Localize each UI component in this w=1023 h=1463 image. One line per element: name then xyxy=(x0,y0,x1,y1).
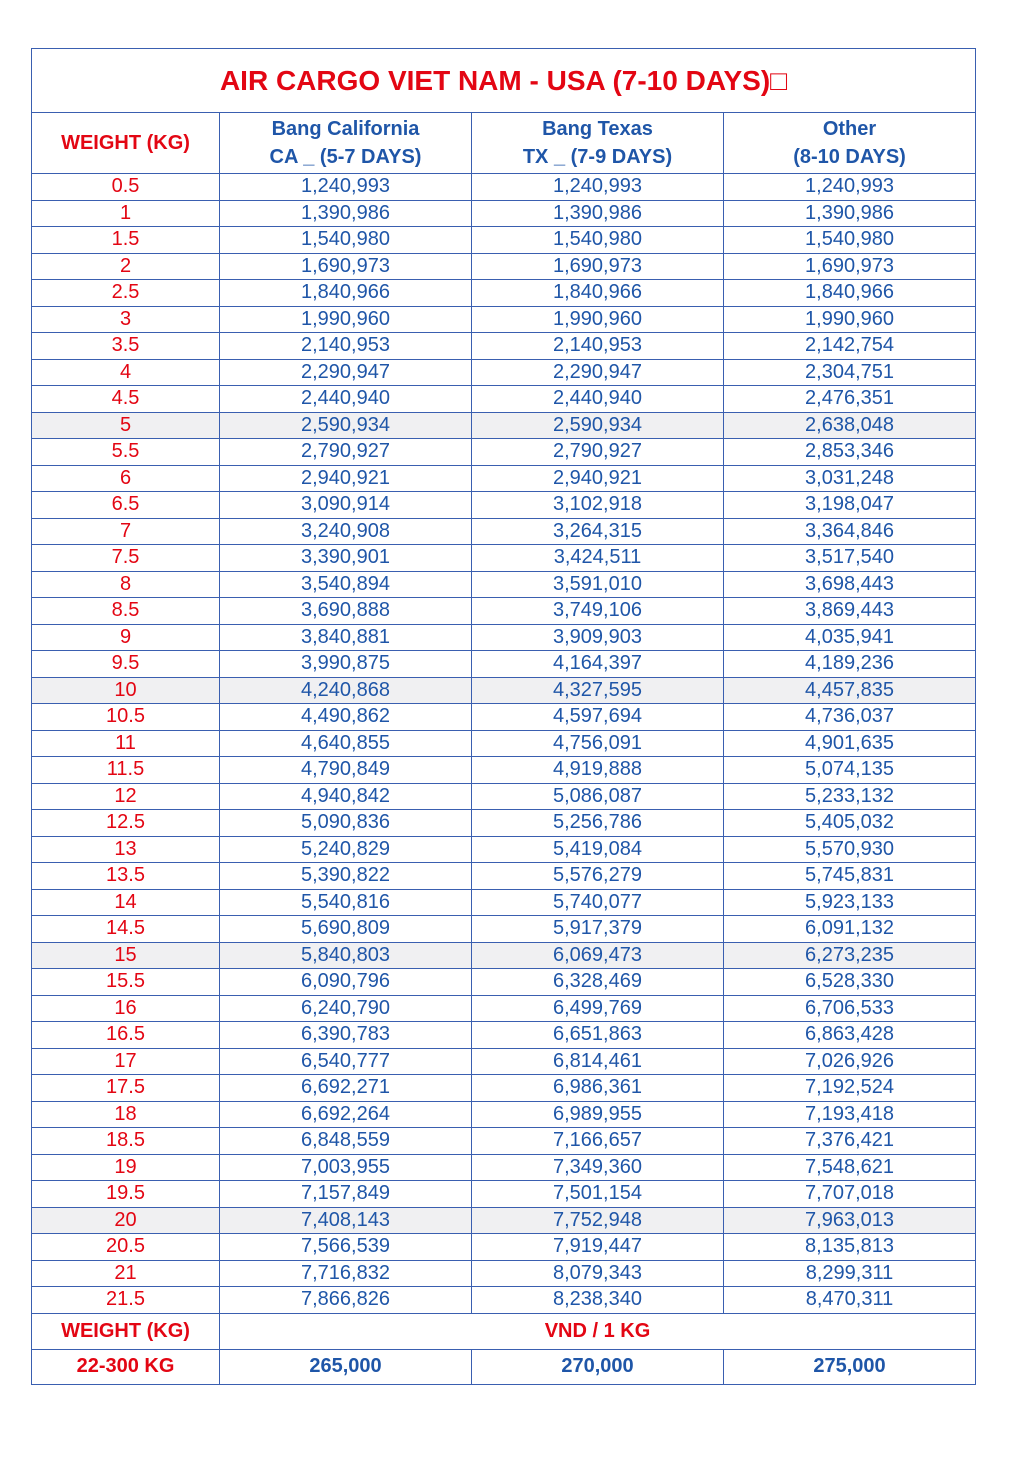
weight-cell: 10 xyxy=(32,677,220,704)
footer-rate-row xyxy=(32,1349,976,1384)
other-price-cell: 3,869,443 xyxy=(724,598,976,625)
table-row xyxy=(32,942,976,969)
texas-price-cell: 6,499,769 xyxy=(472,995,724,1022)
header-california xyxy=(220,113,472,174)
california-price-cell: 5,240,829 xyxy=(220,836,472,863)
other-price-cell: 2,304,751 xyxy=(724,359,976,386)
other-price-cell: 6,273,235 xyxy=(724,942,976,969)
texas-price-cell: 5,740,077 xyxy=(472,889,724,916)
table-row xyxy=(32,412,976,439)
other-price-cell: 1,690,973 xyxy=(724,253,976,280)
other-price-cell: 4,035,941 xyxy=(724,624,976,651)
other-price-cell: 2,853,346 xyxy=(724,439,976,466)
other-price-cell: 7,192,524 xyxy=(724,1075,976,1102)
table-row xyxy=(32,174,976,201)
california-price-cell: 2,440,940 xyxy=(220,386,472,413)
rate-sheet xyxy=(31,48,975,1385)
other-price-cell: 8,470,311 xyxy=(724,1287,976,1314)
weight-cell: 11.5 xyxy=(32,757,220,784)
weight-cell: 16 xyxy=(32,995,220,1022)
title-glyph: □ xyxy=(770,64,788,96)
title-row xyxy=(32,49,976,113)
weight-cell: 14.5 xyxy=(32,916,220,943)
footer-label-row xyxy=(32,1313,976,1349)
texas-price-cell: 8,238,340 xyxy=(472,1287,724,1314)
california-price-cell: 6,540,777 xyxy=(220,1048,472,1075)
california-price-cell: 3,240,908 xyxy=(220,518,472,545)
header-texas-name: Bang Texas xyxy=(542,118,653,140)
texas-price-cell: 1,690,973 xyxy=(472,253,724,280)
texas-price-cell: 4,164,397 xyxy=(472,651,724,678)
weight-cell: 9.5 xyxy=(32,651,220,678)
weight-cell: 7.5 xyxy=(32,545,220,572)
header-other xyxy=(724,113,976,174)
weight-cell: 1.5 xyxy=(32,227,220,254)
california-price-cell: 3,390,901 xyxy=(220,545,472,572)
other-price-cell: 5,570,930 xyxy=(724,836,976,863)
california-price-cell: 6,090,796 xyxy=(220,969,472,996)
other-price-cell: 6,863,428 xyxy=(724,1022,976,1049)
other-price-cell: 1,240,993 xyxy=(724,174,976,201)
california-price-cell: 1,240,993 xyxy=(220,174,472,201)
weight-cell: 15.5 xyxy=(32,969,220,996)
weight-cell: 20.5 xyxy=(32,1234,220,1261)
california-price-cell: 4,240,868 xyxy=(220,677,472,704)
texas-price-cell: 1,840,966 xyxy=(472,280,724,307)
table-row xyxy=(32,439,976,466)
table-row xyxy=(32,518,976,545)
weight-cell: 21.5 xyxy=(32,1287,220,1314)
weight-cell: 12 xyxy=(32,783,220,810)
other-price-cell: 1,390,986 xyxy=(724,200,976,227)
table-row xyxy=(32,783,976,810)
table-row xyxy=(32,836,976,863)
california-price-cell: 4,490,862 xyxy=(220,704,472,731)
california-price-cell: 7,408,143 xyxy=(220,1207,472,1234)
california-price-cell: 4,940,842 xyxy=(220,783,472,810)
texas-price-cell: 5,256,786 xyxy=(472,810,724,837)
weight-cell: 10.5 xyxy=(32,704,220,731)
texas-price-cell: 2,440,940 xyxy=(472,386,724,413)
rate-table xyxy=(31,48,976,1385)
other-price-cell: 4,189,236 xyxy=(724,651,976,678)
texas-price-cell: 4,597,694 xyxy=(472,704,724,731)
texas-price-cell: 7,752,948 xyxy=(472,1207,724,1234)
weight-cell: 19.5 xyxy=(32,1181,220,1208)
other-price-cell: 6,528,330 xyxy=(724,969,976,996)
texas-price-cell: 3,591,010 xyxy=(472,571,724,598)
other-price-cell: 3,698,443 xyxy=(724,571,976,598)
texas-price-cell: 2,790,927 xyxy=(472,439,724,466)
table-row xyxy=(32,545,976,572)
table-row xyxy=(32,1022,976,1049)
header-other-days: (8-10 DAYS) xyxy=(793,146,906,168)
other-price-cell: 2,142,754 xyxy=(724,333,976,360)
texas-price-cell: 5,086,087 xyxy=(472,783,724,810)
texas-price-cell: 1,540,980 xyxy=(472,227,724,254)
texas-price-cell: 7,501,154 xyxy=(472,1181,724,1208)
table-row xyxy=(32,280,976,307)
title-text: AIR CARGO VIET NAM - USA (7-10 DAYS) xyxy=(219,64,771,96)
footer-unit-label: VND / 1 KG xyxy=(220,1313,976,1349)
table-row xyxy=(32,889,976,916)
california-price-cell: 5,090,836 xyxy=(220,810,472,837)
other-price-cell: 7,376,421 xyxy=(724,1128,976,1155)
california-price-cell: 2,590,934 xyxy=(220,412,472,439)
weight-cell: 4.5 xyxy=(32,386,220,413)
other-price-cell: 7,707,018 xyxy=(724,1181,976,1208)
table-row xyxy=(32,1234,976,1261)
california-price-cell: 7,716,832 xyxy=(220,1260,472,1287)
california-price-cell: 1,690,973 xyxy=(220,253,472,280)
weight-cell: 17.5 xyxy=(32,1075,220,1102)
other-price-cell: 5,745,831 xyxy=(724,863,976,890)
weight-cell: 21 xyxy=(32,1260,220,1287)
weight-cell: 1 xyxy=(32,200,220,227)
other-price-cell: 5,233,132 xyxy=(724,783,976,810)
california-price-cell: 6,848,559 xyxy=(220,1128,472,1155)
header-row xyxy=(32,113,976,174)
table-row xyxy=(32,571,976,598)
header-california-days: CA _ (5-7 DAYS) xyxy=(269,146,422,168)
weight-cell: 2.5 xyxy=(32,280,220,307)
table-row xyxy=(32,704,976,731)
weight-cell: 16.5 xyxy=(32,1022,220,1049)
california-price-cell: 4,790,849 xyxy=(220,757,472,784)
california-price-cell: 1,990,960 xyxy=(220,306,472,333)
table-row xyxy=(32,386,976,413)
weight-cell: 19 xyxy=(32,1154,220,1181)
california-price-cell: 6,692,271 xyxy=(220,1075,472,1102)
weight-cell: 7 xyxy=(32,518,220,545)
table-row xyxy=(32,730,976,757)
footer-weight-label: WEIGHT (KG) xyxy=(32,1313,220,1349)
california-price-cell: 3,990,875 xyxy=(220,651,472,678)
texas-price-cell: 1,240,993 xyxy=(472,174,724,201)
table-row xyxy=(32,253,976,280)
weight-cell: 15 xyxy=(32,942,220,969)
table-row xyxy=(32,995,976,1022)
texas-price-cell: 4,327,595 xyxy=(472,677,724,704)
california-price-cell: 5,390,822 xyxy=(220,863,472,890)
california-price-cell: 1,840,966 xyxy=(220,280,472,307)
weight-cell: 2 xyxy=(32,253,220,280)
california-price-cell: 7,866,826 xyxy=(220,1287,472,1314)
table-row xyxy=(32,465,976,492)
table-row xyxy=(32,1075,976,1102)
table-row xyxy=(32,1260,976,1287)
table-row xyxy=(32,810,976,837)
other-price-cell: 3,031,248 xyxy=(724,465,976,492)
other-price-cell: 7,548,621 xyxy=(724,1154,976,1181)
weight-cell: 18 xyxy=(32,1101,220,1128)
table-row xyxy=(32,624,976,651)
texas-price-cell: 6,328,469 xyxy=(472,969,724,996)
california-price-cell: 4,640,855 xyxy=(220,730,472,757)
weight-cell: 4 xyxy=(32,359,220,386)
weight-cell: 8 xyxy=(32,571,220,598)
texas-price-cell: 5,576,279 xyxy=(472,863,724,890)
table-row xyxy=(32,200,976,227)
texas-price-cell: 7,349,360 xyxy=(472,1154,724,1181)
footer-ca-rate: 265,000 xyxy=(220,1349,472,1384)
table-row xyxy=(32,306,976,333)
weight-cell: 11 xyxy=(32,730,220,757)
other-price-cell: 2,476,351 xyxy=(724,386,976,413)
texas-price-cell: 3,424,511 xyxy=(472,545,724,572)
other-price-cell: 3,364,846 xyxy=(724,518,976,545)
footer-tx-rate: 270,000 xyxy=(472,1349,724,1384)
california-price-cell: 7,566,539 xyxy=(220,1234,472,1261)
texas-price-cell: 4,919,888 xyxy=(472,757,724,784)
texas-price-cell: 6,986,361 xyxy=(472,1075,724,1102)
texas-price-cell: 5,419,084 xyxy=(472,836,724,863)
texas-price-cell: 1,390,986 xyxy=(472,200,724,227)
header-california-name: Bang California xyxy=(271,118,420,140)
texas-price-cell: 1,990,960 xyxy=(472,306,724,333)
california-price-cell: 1,540,980 xyxy=(220,227,472,254)
other-price-cell: 3,198,047 xyxy=(724,492,976,519)
california-price-cell: 6,390,783 xyxy=(220,1022,472,1049)
table-row xyxy=(32,1101,976,1128)
weight-cell: 13.5 xyxy=(32,863,220,890)
texas-price-cell: 2,940,921 xyxy=(472,465,724,492)
texas-price-cell: 4,756,091 xyxy=(472,730,724,757)
california-price-cell: 5,840,803 xyxy=(220,942,472,969)
texas-price-cell: 3,909,903 xyxy=(472,624,724,651)
weight-cell: 5 xyxy=(32,412,220,439)
other-price-cell: 5,074,135 xyxy=(724,757,976,784)
california-price-cell: 7,157,849 xyxy=(220,1181,472,1208)
weight-cell: 3 xyxy=(32,306,220,333)
header-texas xyxy=(472,113,724,174)
other-price-cell: 1,540,980 xyxy=(724,227,976,254)
weight-cell: 12.5 xyxy=(32,810,220,837)
california-price-cell: 2,790,927 xyxy=(220,439,472,466)
other-price-cell: 7,963,013 xyxy=(724,1207,976,1234)
california-price-cell: 3,090,914 xyxy=(220,492,472,519)
texas-price-cell: 3,102,918 xyxy=(472,492,724,519)
other-price-cell: 5,405,032 xyxy=(724,810,976,837)
other-price-cell: 1,990,960 xyxy=(724,306,976,333)
other-price-cell: 2,638,048 xyxy=(724,412,976,439)
weight-cell: 5.5 xyxy=(32,439,220,466)
other-price-cell: 1,840,966 xyxy=(724,280,976,307)
california-price-cell: 7,003,955 xyxy=(220,1154,472,1181)
other-price-cell: 8,299,311 xyxy=(724,1260,976,1287)
california-price-cell: 3,690,888 xyxy=(220,598,472,625)
table-row xyxy=(32,492,976,519)
california-price-cell: 5,690,809 xyxy=(220,916,472,943)
table-row xyxy=(32,1287,976,1314)
california-price-cell: 2,940,921 xyxy=(220,465,472,492)
weight-cell: 6 xyxy=(32,465,220,492)
other-price-cell: 5,923,133 xyxy=(724,889,976,916)
header-texas-days: TX _ (7-9 DAYS) xyxy=(522,146,673,168)
weight-cell: 13 xyxy=(32,836,220,863)
weight-cell: 9 xyxy=(32,624,220,651)
texas-price-cell: 6,814,461 xyxy=(472,1048,724,1075)
page-title xyxy=(32,49,976,113)
california-price-cell: 5,540,816 xyxy=(220,889,472,916)
california-price-cell: 3,540,894 xyxy=(220,571,472,598)
other-price-cell: 7,193,418 xyxy=(724,1101,976,1128)
weight-cell: 6.5 xyxy=(32,492,220,519)
table-row xyxy=(32,916,976,943)
weight-cell: 18.5 xyxy=(32,1128,220,1155)
california-price-cell: 1,390,986 xyxy=(220,200,472,227)
table-row xyxy=(32,677,976,704)
texas-price-cell: 6,651,863 xyxy=(472,1022,724,1049)
texas-price-cell: 3,749,106 xyxy=(472,598,724,625)
other-price-cell: 4,901,635 xyxy=(724,730,976,757)
texas-price-cell: 2,140,953 xyxy=(472,333,724,360)
other-price-cell: 8,135,813 xyxy=(724,1234,976,1261)
other-price-cell: 3,517,540 xyxy=(724,545,976,572)
other-price-cell: 4,736,037 xyxy=(724,704,976,731)
table-row xyxy=(32,227,976,254)
texas-price-cell: 6,069,473 xyxy=(472,942,724,969)
california-price-cell: 2,140,953 xyxy=(220,333,472,360)
weight-cell: 3.5 xyxy=(32,333,220,360)
texas-price-cell: 7,166,657 xyxy=(472,1128,724,1155)
footer-other-rate: 275,000 xyxy=(724,1349,976,1384)
texas-price-cell: 5,917,379 xyxy=(472,916,724,943)
texas-price-cell: 8,079,343 xyxy=(472,1260,724,1287)
california-price-cell: 3,840,881 xyxy=(220,624,472,651)
table-row xyxy=(32,1207,976,1234)
table-row xyxy=(32,1048,976,1075)
texas-price-cell: 6,989,955 xyxy=(472,1101,724,1128)
other-price-cell: 7,026,926 xyxy=(724,1048,976,1075)
table-row xyxy=(32,1181,976,1208)
header-other-name: Other xyxy=(822,118,877,140)
california-price-cell: 6,240,790 xyxy=(220,995,472,1022)
weight-cell: 0.5 xyxy=(32,174,220,201)
table-row xyxy=(32,1128,976,1155)
table-row xyxy=(32,757,976,784)
weight-cell: 17 xyxy=(32,1048,220,1075)
table-row xyxy=(32,863,976,890)
california-price-cell: 2,290,947 xyxy=(220,359,472,386)
texas-price-cell: 2,290,947 xyxy=(472,359,724,386)
texas-price-cell: 2,590,934 xyxy=(472,412,724,439)
weight-cell: 8.5 xyxy=(32,598,220,625)
other-price-cell: 4,457,835 xyxy=(724,677,976,704)
texas-price-cell: 7,919,447 xyxy=(472,1234,724,1261)
table-row xyxy=(32,969,976,996)
table-row xyxy=(32,1154,976,1181)
header-weight: WEIGHT (KG) xyxy=(32,113,220,174)
other-price-cell: 6,091,132 xyxy=(724,916,976,943)
footer-range-label: 22-300 KG xyxy=(32,1349,220,1384)
texas-price-cell: 3,264,315 xyxy=(472,518,724,545)
table-row xyxy=(32,598,976,625)
table-row xyxy=(32,333,976,360)
weight-cell: 14 xyxy=(32,889,220,916)
other-price-cell: 6,706,533 xyxy=(724,995,976,1022)
table-row xyxy=(32,359,976,386)
weight-cell: 20 xyxy=(32,1207,220,1234)
california-price-cell: 6,692,264 xyxy=(220,1101,472,1128)
table-row xyxy=(32,651,976,678)
